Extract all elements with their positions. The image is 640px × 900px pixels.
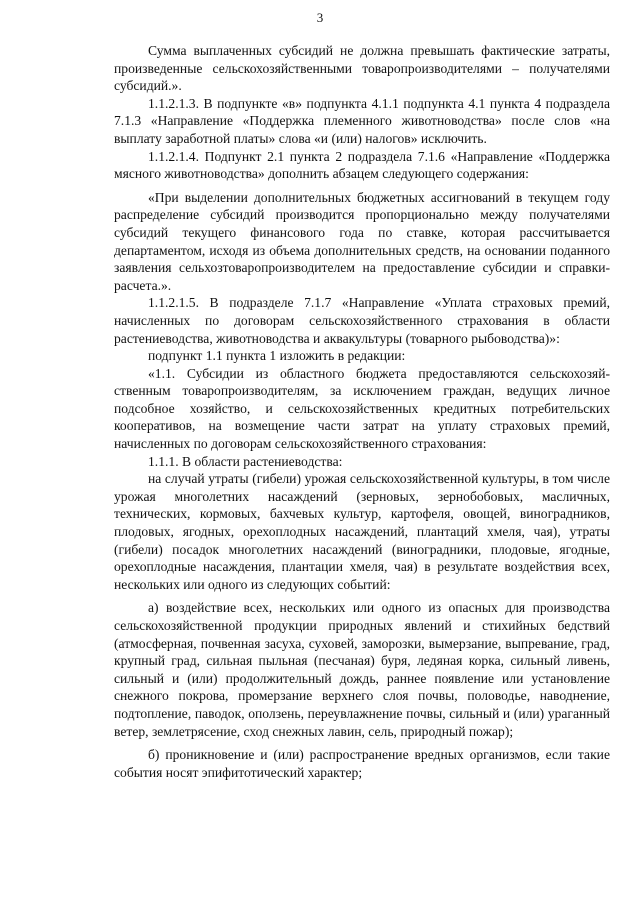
- paragraph-1-1-subsidies: «1.1. Субсидии из областного бюджета предоставляются сельскохозяйственным товаропроизводителям, за исключением граждан, ведущих личное подсобное хозяйство, и сельскохозяйственных кредитных потребительских кооперативов, на возмещение части затрат на уплату страховых премий, начисленных по договорам сельскохозяйственного страхования:: [114, 365, 610, 452]
- document-body: [114, 42, 610, 781]
- paragraph-subclause-1-1: подпункт 1.1 пункта 1 изложить в редакции:: [148, 348, 406, 364]
- paragraph-subsidy-sum: Сумма выплаченных субсидий не должна превышать фактические затраты, произведенные сельскохозяйственными товаропроизводителями – получателями субсидий.».: [114, 43, 610, 94]
- paragraph-1-1-1-crop-production: 1.1.1. В области растениеводства:: [148, 453, 343, 469]
- paragraph-crop-loss: на случай утраты (гибели) урожая сельскохозяйственной культуры, в том числе урожая многолетних насаждений (зерновых, зернобобовых, масличных, технических, кормовых, бахчевых культур, картофеля, овощей, виноградников, плодовых, ягодных, орехоплодных насаждений, плантаций хмеля, чая), утраты (гибели) посадок многолетних насаждений (виноградники, плодовые, ягодные, орехоплодные насаждения, плантации хмеля, чая) в результате воздействия всех, нескольких или одного из следующих событий:: [114, 471, 610, 592]
- paragraph-item-a: а) воздействие всех, нескольких или одного из опасных для производства сельскохозяйственной продукции природных явлений и стихийных бедствий (атмосферная, почвенная засуха, суховей, заморозки, вымерзание, выпревание, град, крупный град, сильная пыльная (песчаная) буря, ледяная корка, сильный ливень, сильный и (или) продолжительный дождь, раннее появление или установление снежного покрова, промерзание верхнего слоя почвы, половодье, наводнение, подтопление, паводок, оползень, переувлажнение почвы, сильный и (или) ураганный ветер, землетрясение, сход снежных лавин, сель, природный пожар);: [114, 600, 610, 739]
- paragraph-item-b: б) проникновение и (или) распространение вредных организмов, если такие события носят эпифитотический характер;: [114, 747, 610, 780]
- paragraph-additional-allocations: «При выделении дополнительных бюджетных ассигнований в текущем году распределение субсидий производится пропорционально между получателями субсидий текущего финансового года по ставке, которая рассчитывается департаментом, исходя из объема дополнительных средств, на основании поданного заявления сельхозтоваропроизводителем на предоставление субсидии и справки-расчета.».: [114, 189, 610, 293]
- paragraph-1-1-2-1-3: 1.1.2.1.3. В подпункте «в» подпункта 4.1.1 подпункта 4.1 пункта 4 подраздела 7.1.3 «Направление «Поддержка племенного животноводства» после слов «на выплату заработной платы» слова «и (или) налогов» исключить.: [114, 95, 610, 146]
- page-number: 3: [316, 10, 324, 25]
- paragraph-1-1-2-1-5: 1.1.2.1.5. В подразделе 7.1.7 «Направление «Уплата страховых премий, начисленных по договорам сельскохозяйственного страхования в области растениеводства, животноводства и аквакультуры (товарного рыбоводства)»:: [114, 295, 610, 346]
- paragraph-1-1-2-1-4: 1.1.2.1.4. Подпункт 2.1 пункта 2 подраздела 7.1.6 «Направление «Поддержка мясного животноводства» дополнить абзацем следующего содержания:: [114, 148, 610, 182]
